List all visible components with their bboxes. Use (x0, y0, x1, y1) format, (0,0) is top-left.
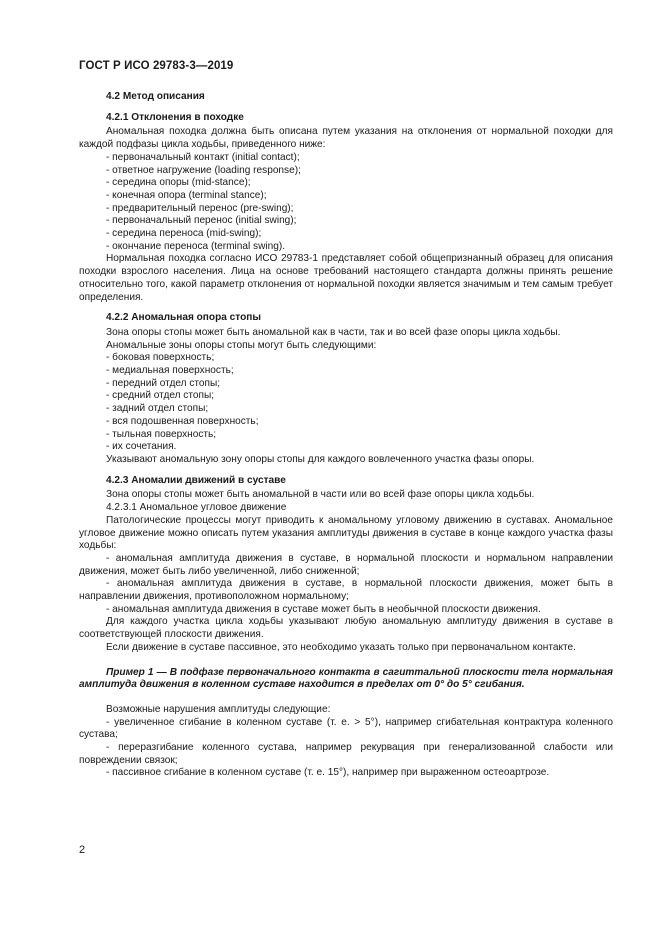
line-item: - ответное нагружение (loading response); (106, 164, 301, 176)
line-item: - их сочетания. (106, 441, 177, 453)
section-heading: 4.2.3 Аномалии движений в суставе (106, 474, 286, 486)
paragraph: Аномальная походка должна быть описана путем указания на отклонения от нормальной походки для каждой подфазы цикла ходьбы, приведенного ниже: (79, 126, 613, 151)
section-heading: 4.2.1 Отклонения в походке (106, 111, 244, 123)
line-item: - вся подошвенная поверхность; (106, 415, 259, 427)
line-item: - средний отдел стопы; (106, 390, 214, 402)
line-item: - боковая поверхность; (106, 352, 215, 364)
paragraph: - аномальная амплитуда движения в суставе, в нормальной плоскости и нормальном направлении движения, может быть либо увеличенной, либо сниженной; (79, 552, 613, 577)
example-note: Пример 1 — В подфазе первоначального контакта в сагиттальной плоскости тела нормальная амплитуда движения в коленном суставе находится в пределах от 0° до 5° сгибания. (79, 666, 613, 691)
paragraph: - увеличенное сгибание в коленном суставе (т. е. > 5°), например сгибательная контрактура коленного сустава; (79, 716, 613, 741)
line-item: - конечная опора (terminal stance); (106, 189, 267, 201)
document-header: ГОСТ Р ИСО 29783-3—2019 (79, 60, 234, 72)
line-item: - медиальная поверхность; (106, 365, 234, 377)
line-item: Указывают аномальную зону опоры стопы для каждого вовлеченного участка фазы опоры. (106, 453, 535, 465)
paragraph: Патологические процессы могут приводить к аномальному угловому движению в суставах. Аномальное угловое движение можно описать путем указания амплитуды движения в суставе в конце каждого участка фазы ходьбы: (79, 514, 613, 552)
section-heading: 4.2.2 Аномальная опора стопы (106, 312, 261, 324)
line-item: - предварительный перенос (pre-swing); (106, 202, 294, 214)
paragraph: Для каждого участка цикла ходьбы указывают любую аномальную амплитуду движения в суставе в соответствующей плоскости движения. (79, 616, 613, 641)
line-item: - середина переноса (mid-swing); (106, 228, 262, 240)
line-item: Зона опоры стопы может быть аномальной в части или во всей фазе опоры цикла ходьбы. (106, 489, 535, 501)
line-item: - тыльная поверхность; (106, 428, 217, 440)
page-number: 2 (79, 844, 86, 856)
paragraph: Нормальная походка согласно ИСО 29783-1 представляет собой общепризнанный образец для описания походки взрослого населения. Лица на основе требований настоящего стандарта должны принять решение относительно того, какой параметр отклонения от нормальной походки является значимым и тем самым требует определения. (79, 253, 613, 303)
line-item: Зона опоры стопы может быть аномальной как в части, так и во всей фазе опоры цикла ходьбы. (106, 326, 561, 338)
line-item: - середина опоры (mid-stance); (106, 177, 251, 189)
document-body (79, 91, 613, 780)
line-item: - первоначальный контакт (initial contact); (106, 151, 300, 163)
line-item: Возможные нарушения амплитуды следующие: (106, 703, 331, 715)
paragraph: Если движение в суставе пассивное, это необходимо указать только при первоначальном контакте. (106, 641, 576, 653)
paragraph: - пассивное сгибание в коленном суставе (т. е. 15°), например при выраженном остеоартрозе. (106, 767, 550, 779)
paragraph: - аномальная амплитуда движения в суставе может быть в необычной плоскости движения. (106, 603, 541, 615)
paragraph: - переразгибание коленного сустава, например рекурвация при генерализованной слабости или повреждении связок; (79, 742, 613, 766)
line-item: - задний отдел стопы; (106, 403, 209, 415)
line-item: Аномальные зоны опоры стопы могут быть следующими: (106, 339, 377, 351)
line-item: - передний отдел стопы; (106, 377, 221, 389)
line-item: - первоначальный перенос (initial swing); (106, 215, 297, 227)
line-item: 4.2.3.1 Аномальное угловое движение (106, 502, 287, 514)
section-heading: 4.2 Метод описания (106, 91, 205, 102)
line-item: - окончание переноса (terminal swing). (106, 240, 285, 252)
paragraph: - аномальная амплитуда движения в суставе, в нормальной плоскости движения, может быть в направлении движения, противоположном нормальному; (79, 578, 613, 603)
